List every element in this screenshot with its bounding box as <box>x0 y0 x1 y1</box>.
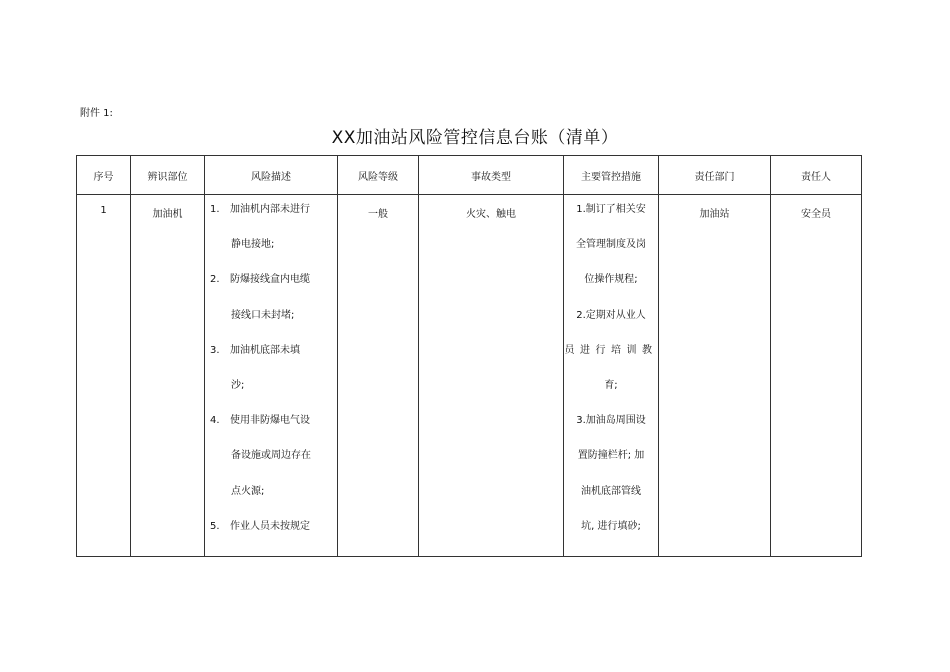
header-risk-desc: 风险描述 <box>205 156 338 195</box>
risk-desc-line: 4. 使用非防爆电气设 <box>210 415 310 427</box>
risk-desc-line: 接线口未封堵; <box>231 309 295 321</box>
measure-line: 1.制订了相关安 <box>576 204 646 215</box>
measure-line: 置防撞栏杆; 加 <box>577 450 645 462</box>
risk-desc-line: 3. 加油机底部未填 <box>210 344 300 356</box>
header-department: 责任部门 <box>659 156 771 195</box>
attachment-label: 附件 1: <box>80 108 113 119</box>
risk-desc-line: 沙; <box>231 379 245 391</box>
header-accident-type: 事故类型 <box>419 156 564 195</box>
cell-risk-desc <box>205 195 337 556</box>
header-location: 辨识部位 <box>131 156 205 195</box>
header-seq: 序号 <box>77 156 131 195</box>
table-row <box>77 195 862 557</box>
cell-risk-level: 一般 <box>368 209 388 220</box>
cell-accident-type: 火灾、触电 <box>466 209 516 220</box>
table-header-row <box>77 156 862 195</box>
risk-desc-line: 5. 作业人员未按规定 <box>210 520 310 532</box>
risk-desc-line: 备设施或周边存在 <box>231 450 311 462</box>
measure-line: 育; <box>604 379 618 391</box>
risk-desc-line: 1. 加油机内部未进行 <box>210 204 310 215</box>
measure-line: 2.定期对从业人 <box>576 309 646 321</box>
cell-location: 加油机 <box>152 209 183 220</box>
measure-line: 油机底部管线 <box>581 485 641 497</box>
risk-desc-line: 点火源; <box>231 485 265 497</box>
measure-line: 全管理制度及岗 <box>576 239 646 251</box>
page-title: XX加油站风险管控信息台账（清单） <box>331 128 619 148</box>
risk-desc-line: 静电接地; <box>231 239 275 251</box>
measure-line: 坑, 进行填砂; <box>581 520 641 532</box>
measure-line: 员进行培训教 <box>564 344 658 356</box>
risk-ledger-table <box>76 155 862 557</box>
measure-line: 位操作规程; <box>584 274 638 286</box>
cell-measures <box>564 195 658 556</box>
header-measures: 主要管控措施 <box>564 156 659 195</box>
cell-department: 加油站 <box>699 209 730 220</box>
measure-line: 3.加油岛周围设 <box>576 415 646 427</box>
header-risk-level: 风险等级 <box>338 156 419 195</box>
risk-desc-line: 2. 防爆接线盒内电缆 <box>210 274 310 286</box>
cell-seq: 1 <box>100 205 107 216</box>
cell-person: 安全员 <box>801 209 831 220</box>
header-person: 责任人 <box>771 156 862 195</box>
